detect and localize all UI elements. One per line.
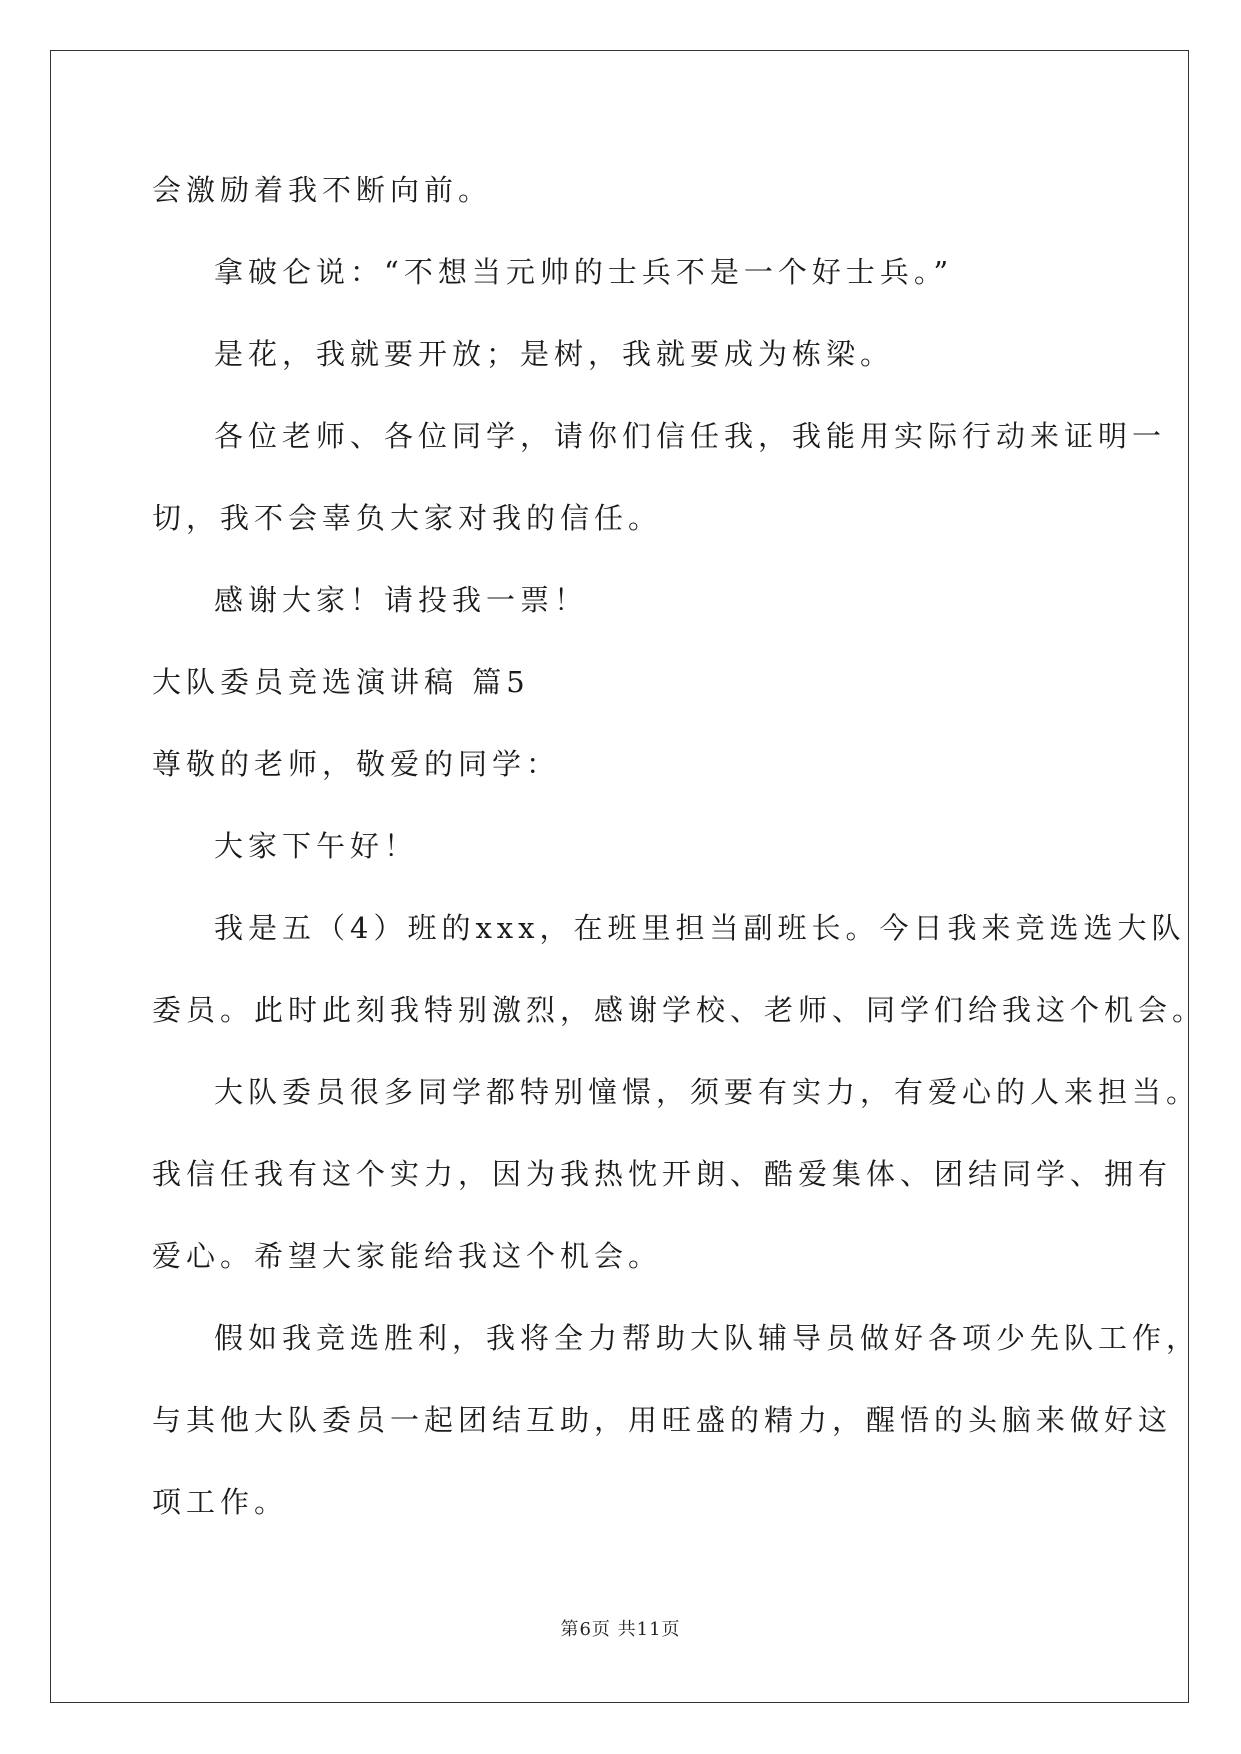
salutation: 尊敬的老师，敬爱的同学：: [152, 747, 561, 781]
text-line: 我信任我有这个实力，因为我热忱开朗、酷爱集体、团结同学、拥有: [152, 1157, 1173, 1191]
text-line: 是花，我就要开放；是树，我就要成为栋梁。: [214, 337, 895, 371]
text-line: 假如我竞选胜利，我将全力帮助大队辅导员做好各项少先队工作，: [214, 1321, 1201, 1355]
text-line: 委员。此时此刻我特别激烈，感谢学校、老师、同学们给我这个机会。: [152, 993, 1207, 1027]
page-number: 第6页 共11页: [560, 1619, 681, 1640]
text-line: 爱心。希望大家能给我这个机会。: [152, 1239, 663, 1273]
page-border: [50, 50, 1189, 1703]
text-line: 大队委员很多同学都特别憧憬，须要有实力，有爱心的人来担当。: [214, 1075, 1201, 1109]
text-line: 拿破仑说：“不想当元帅的士兵不是一个好士兵。”: [214, 255, 954, 289]
text-line: 会激励着我不断向前。: [152, 173, 493, 207]
text-line: 项工作。: [152, 1485, 289, 1519]
section-heading: 大队委员竞选演讲稿 篇5: [152, 665, 530, 699]
text-line: 我是五（4）班的xxx，在班里担当副班长。今日我来竞选选大队: [214, 911, 1186, 945]
text-line: 与其他大队委员一起团结互助，用旺盛的精力，醒悟的头脑来做好这: [152, 1403, 1173, 1437]
text-line: 感谢大家！请投我一票！: [214, 583, 589, 617]
text-line: 各位老师、各位同学，请你们信任我，我能用实际行动来证明一: [214, 419, 1167, 453]
text-line: 大家下午好！: [214, 829, 419, 863]
text-line: 切，我不会辜负大家对我的信任。: [152, 501, 663, 535]
